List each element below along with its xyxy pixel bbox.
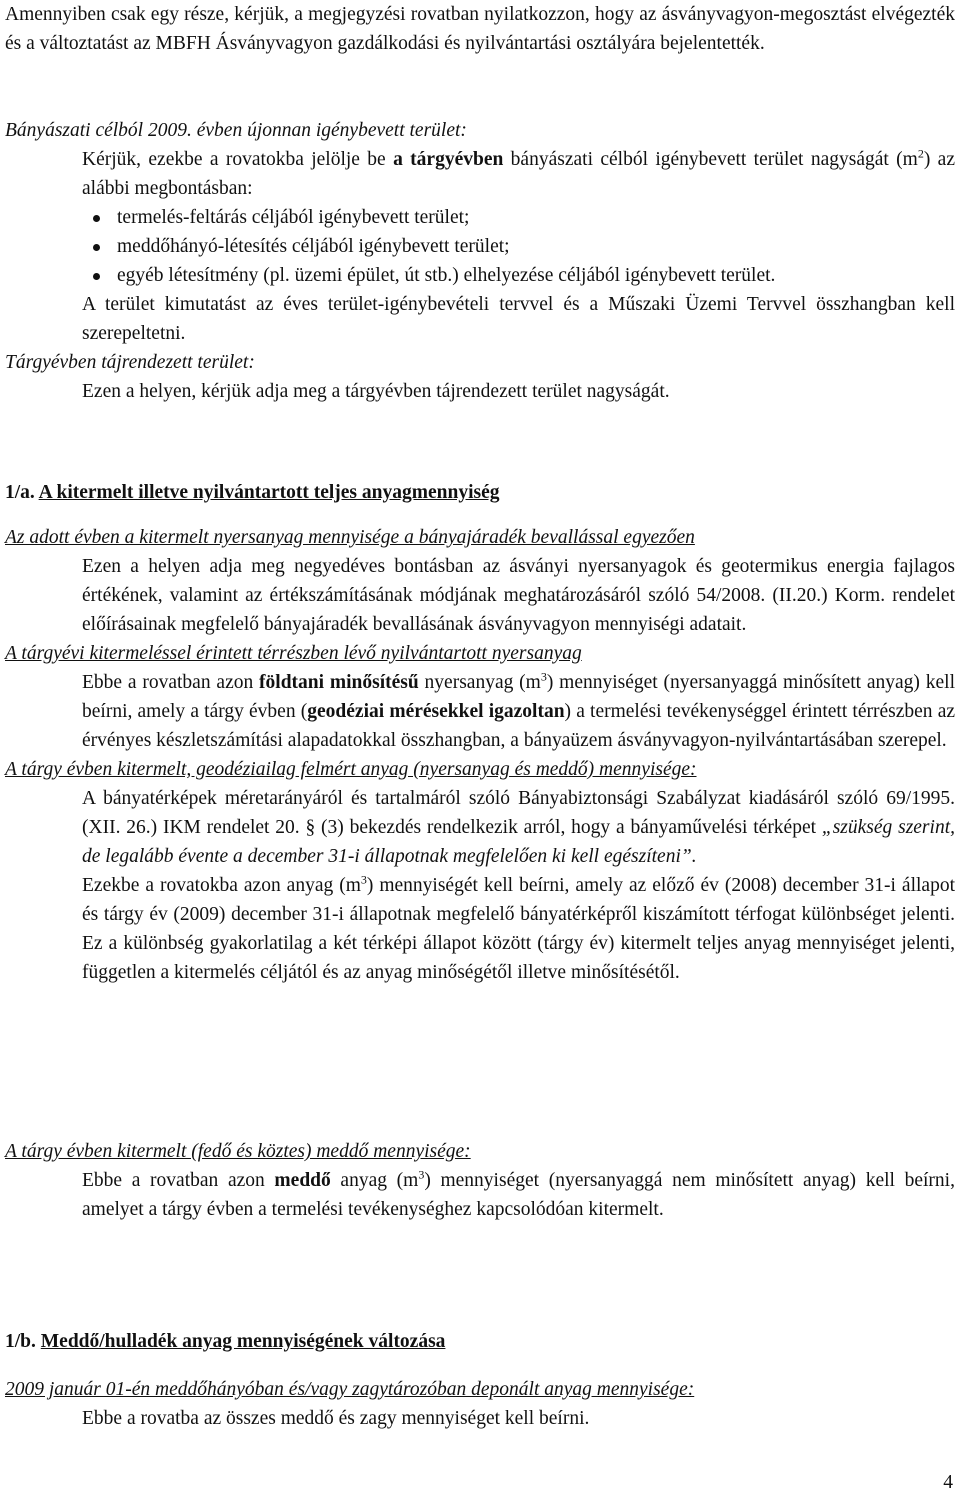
list-item (5, 261, 955, 290)
superscript: 2 (917, 146, 924, 161)
list-item (5, 203, 955, 232)
superscript: 3 (418, 1167, 425, 1182)
emphasis-text: földtani minősítésű (259, 672, 419, 693)
mining-area-heading: Bányászati célból 2009. évben újonnan igénybevett terület: (5, 120, 467, 141)
section-number: 1/b. (5, 1331, 36, 1352)
subheading: A tárgyévi kitermeléssel érintett térrészben lévő nyilvántartott nyersanyag (5, 643, 582, 664)
page-number: 4 (943, 1472, 953, 1493)
text-run: Ebbe a rovatban azon (82, 672, 260, 693)
text-run: bányászati célból igénybevett terület nagyságát (m (503, 149, 918, 170)
text-run: Ezekbe a rovatokba azon anyag (m (82, 875, 361, 896)
mining-area-note: A terület kimutatást az éves terület-igénybevételi tervvel és a Műszaki Üzemi Tervvel összhangban kell szerepeltetni. (82, 294, 955, 344)
text-run: A bányatérképek méretarányáról és tartalmáról szóló Bányabiztonsági Szabályzat kiadásáról szóló 69/1995. (XII. 26.) IKM rendelet 20. § (3) bekezdés rendelkezik arról, hogy a bányaművelési térképet (82, 788, 955, 838)
section-title: Meddő/hulladék anyag mennyiségének változása (40, 1331, 446, 1352)
mining-area-block (5, 116, 955, 406)
paragraph: Ebbe a rovatba az összes meddő és zagy mennyiséget kell beírni. (82, 1408, 590, 1429)
text-run: ) mennyiséget (nyersanyaggá minősített anyag) kell beírni, amely a tárgy évben ( (82, 672, 955, 722)
mining-area-intro (5, 145, 955, 203)
reclaimed-text: Ezen a helyen, kérjük adja meg a tárgyévben tájrendezett terület nagyságát. (82, 381, 670, 402)
reclaimed-heading: Tárgyévben tájrendezett terület: (5, 352, 255, 373)
text-run: nyersanyag (m (418, 672, 541, 693)
paragraph (5, 871, 955, 987)
emphasis-text: geodéziai mérésekkel igazoltan (307, 701, 565, 722)
text-run: ) mennyiséget (nyersanyaggá nem minősített anyag) kell beírni, amelyet a tárgy évben a termelési tevékenységhez kapcsolódóan kitermelt. (82, 1170, 955, 1220)
list-item-text: egyéb létesítmény (pl. üzemi épület, út stb.) elhelyezése céljából igénybevett terület. (117, 265, 776, 286)
list-item-text: meddőhányó-létesítés céljából igénybevett terület; (117, 236, 510, 257)
mining-area-list (5, 203, 955, 290)
bullet-icon (93, 215, 100, 222)
list-item (5, 232, 955, 261)
paragraph (5, 784, 955, 871)
section-1a-body (5, 523, 955, 987)
text-run: ) a termelési tevékenységgel érintett térrészben az érvényes készletszámítási alapadatokkal összhangban, a bányaüzem ásványvagyon-nyilvántartásában szerepel. (82, 701, 955, 751)
section-title: A kitermelt illetve nyilvántartott teljes anyagmennyiség (38, 482, 500, 503)
section-1b-heading (5, 1327, 955, 1356)
subheading: A tárgy évben kitermelt, geodéziailag felmért anyag (nyersanyag és meddő) mennyisége: (5, 759, 697, 780)
text-run: anyag (m (330, 1170, 419, 1191)
text-run: ) mennyiségét kell beírni, amely az előző év (2008) december 31-i állapot és tárgy év (2009) december 31-i állapotnak megfelelő bányatérképről kiszámított térfogat különbséget jelenti. Ez a különbség gyakorlatilag a két térképi állapot között (tárgy év) kitermelt teljes anyag mennyiséget jelenti, független a kitermelés céljától és az anyag minőségétől illetve minősítésétől. (82, 875, 955, 983)
paragraph: Ezen a helyen adja meg negyedéves bontásban az ásványi nyersanyagok és geotermikus energia fajlagos értékének, valamint az értékszámításának módjának meghatározásáról szóló 54/2008. (II.20.) Korm. rendelet előírásainak megfelelő bányajáradék bevallásának ásványvagyon mennyiségi adatait. (82, 556, 955, 635)
subheading: Az adott évben a kitermelt nyersanyag mennyisége a bányajáradék bevallással egyezően (5, 527, 695, 548)
emphasis-text: meddő (274, 1170, 331, 1191)
subheading: A tárgy évben kitermelt (fedő és köztes) meddő mennyisége: (5, 1141, 471, 1162)
subheading: 2009 január 01-én meddőhányóban és/vagy zagytározóban deponált anyag mennyisége: (5, 1379, 695, 1400)
text-run: ) az alábbi megbontásban: (82, 149, 955, 199)
text-run: Ebbe a rovatban azon (82, 1170, 275, 1191)
superscript: 3 (540, 669, 547, 684)
bullet-icon (93, 273, 100, 280)
section-1b-body (5, 1375, 955, 1433)
quoted-text: „szükség szerint, de legalább évente a december 31-i állapotnak megfelelően ki kell egészíteni”. (82, 817, 955, 867)
list-item-text: termelés-feltárás céljából igénybevett terület; (117, 207, 470, 228)
paragraph (5, 1166, 955, 1224)
superscript: 3 (360, 872, 367, 887)
paragraph (5, 668, 955, 755)
text-run: Kérjük, ezekbe a rovatokba jelölje be (82, 149, 394, 170)
section-number: 1/a. (5, 482, 35, 503)
bullet-icon (93, 244, 100, 251)
section-1a-waste (5, 1137, 955, 1224)
intro-paragraph: Amennyiben csak egy része, kérjük, a megjegyzési rovatban nyilatkozzon, hogy az ásványvagyon-megosztást elvégezték és a változtatást az MBFH Ásványvagyon gazdálkodási és nyilvántartási osztályára bejelentették. (5, 4, 955, 54)
emphasis-text: a tárgyévben (393, 149, 504, 170)
section-1a-heading (5, 478, 955, 507)
